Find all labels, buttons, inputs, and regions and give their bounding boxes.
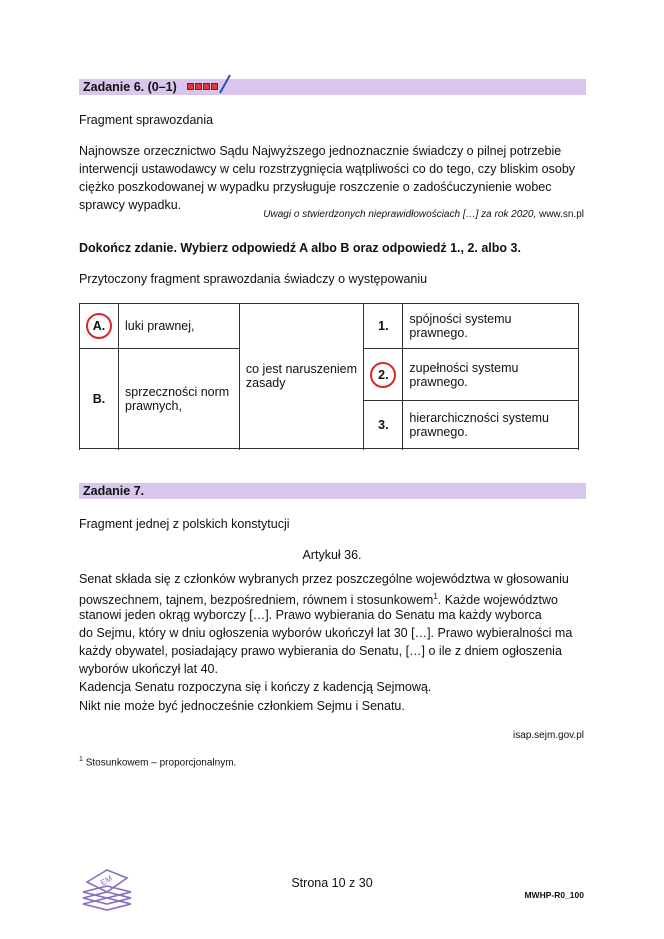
option-3-text[interactable]: hierarchiczności systemu prawnego.: [403, 401, 579, 449]
option-2-text[interactable]: zupełności systemu prawnego.: [403, 349, 579, 401]
task-6-instruction: Dokończ zdanie. Wybierz odpowiedź A albo B oraz odpowiedź 1., 2. albo 3.: [79, 241, 521, 255]
article-paragraph-3: Nikt nie może być jednocześnie członkiem Sejmu i Senatu.: [79, 699, 405, 713]
task-7-title: Zadanie 7.: [83, 484, 145, 498]
task-6-intro: Fragment sprawozdania: [79, 113, 214, 127]
answer-table: [79, 303, 579, 449]
option-2-number[interactable]: [364, 349, 403, 401]
svg-text:EM: EM: [99, 873, 114, 888]
option-3-number[interactable]: 3.: [364, 401, 403, 449]
page-number: Strona 10 z 30: [291, 876, 373, 890]
task-7-header: [79, 483, 586, 499]
option-a-letter[interactable]: [80, 304, 119, 349]
document-code: MWHP-R0_100: [524, 890, 584, 900]
article-heading: Artykuł 36.: [302, 548, 362, 562]
pen-icon: [218, 73, 232, 95]
task-6-question: Przytoczony fragment sprawozdania świadczy o występowaniu: [79, 272, 428, 286]
option-middle-text: co jest naruszeniem zasady: [239, 304, 364, 449]
option-1-text[interactable]: spójności systemu prawnego.: [403, 304, 579, 349]
task-7-source: isap.sejm.gov.pl: [513, 730, 584, 741]
option-b-text[interactable]: sprzeczności norm prawnych,: [119, 349, 240, 449]
task-6-header: [79, 79, 586, 95]
selection-circle: 2.: [370, 362, 396, 388]
footnote-ref: 1: [433, 592, 438, 601]
article-paragraph-2: Kadencja Senatu rozpoczyna się i kończy z kadencją Sejmową.: [79, 680, 432, 694]
footnote: $^1$ Stosunkowem – proporcjonalnym.: [79, 756, 237, 769]
option-a-text[interactable]: luki prawnej,: [119, 304, 240, 349]
task-6-title: Zadanie 6. (0–1): [83, 80, 177, 94]
option-b-letter[interactable]: B.: [80, 349, 119, 449]
task-6-source: Uwagi o stwierdzonych nieprawidłowościach […] za rok 2020, www.sn.pl: [263, 209, 584, 220]
option-1-number[interactable]: 1.: [364, 304, 403, 349]
task-7-intro: Fragment jednej z polskich konstytucji: [79, 517, 290, 531]
selection-circle: A.: [86, 313, 112, 339]
